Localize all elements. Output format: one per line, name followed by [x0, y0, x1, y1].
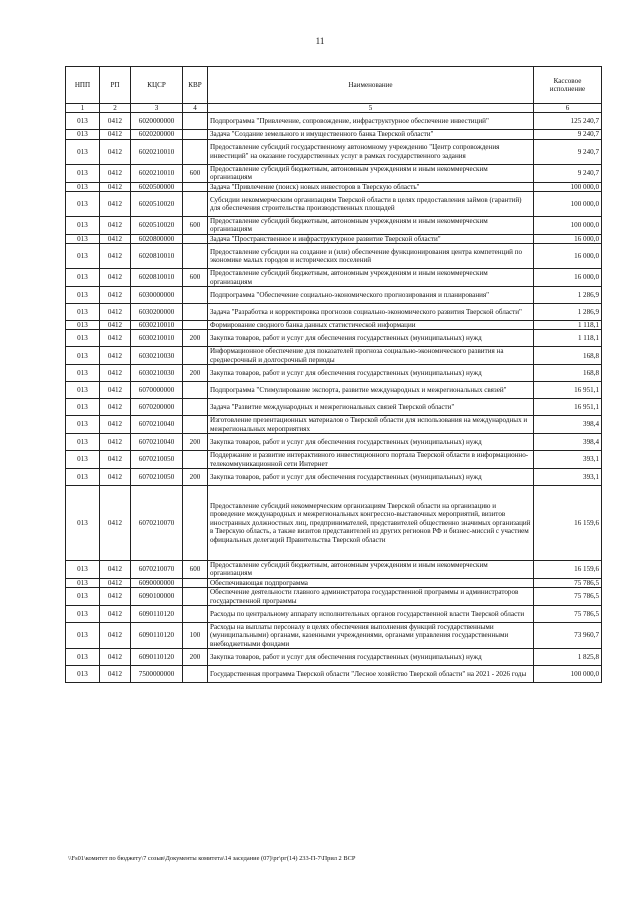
cell-rp: 0412 — [100, 321, 131, 330]
cell-amount: 100 000,0 — [534, 192, 602, 217]
cell-kcsr: 6070210070 — [131, 560, 183, 578]
cell-kvr — [183, 347, 208, 365]
column-index-row — [66, 104, 602, 113]
cell-kcsr: 6020510020 — [131, 192, 183, 217]
table-row — [66, 588, 602, 606]
cell-gp: 013 — [66, 434, 100, 451]
column-index: 3 — [131, 104, 183, 113]
cell-gp: 013 — [66, 416, 100, 434]
cell-amount: 125 240,7 — [534, 113, 602, 130]
cell-rp: 0412 — [100, 578, 131, 587]
cell-name: Задача "Пространственное и инфраструктурное развитие Тверской области" — [208, 234, 534, 243]
cell-amount: 9 240,7 — [534, 139, 602, 164]
cell-rp: 0412 — [100, 416, 131, 434]
cell-name: Подпрограмма "Стимулирование экспорта, развитие международных и межрегиональных связей" — [208, 382, 534, 399]
cell-name: Предоставление субсидии на создание и (или) обеспечение функционирования центра компетенций по экономике малых городов и исторических поселений — [208, 244, 534, 269]
cell-kcsr: 6070210040 — [131, 434, 183, 451]
cell-gp: 013 — [66, 451, 100, 469]
cell-name: Задача "Привлечение (поиск) новых инвесторов в Тверскую область" — [208, 182, 534, 191]
cell-kcsr: 6070200000 — [131, 399, 183, 416]
cell-kvr — [183, 382, 208, 399]
cell-kvr — [183, 130, 208, 139]
cell-gp: 013 — [66, 649, 100, 666]
cell-kcsr: 6030210010 — [131, 330, 183, 347]
cell-name: Закупка товаров, работ и услуг для обеспечения государственных (муниципальных) нужд — [208, 365, 534, 382]
cell-name: Предоставление субсидий некоммерческим организациям Тверской области на организацию и проведение международных и межрегиональных конгрессно-выставочных мероприятий, визитов иностранных должностных лиц, предпринимателей, представителей общественно значимых организаций в Тверскую область, а также визитов представителей из других регионов РФ и бизнес-миссий с участием официальных делегаций Правительства Тверской области — [208, 485, 534, 560]
cell-kcsr: 6030210030 — [131, 365, 183, 382]
cell-name: Изготовление презентационных материалов о Тверской области для использования на международных и межрегиональных мероприятиях — [208, 416, 534, 434]
cell-name: Предоставление субсидий бюджетным, автономным учреждениям и иным некоммерческим организациям — [208, 164, 534, 182]
cell-amount: 16 000,0 — [534, 244, 602, 269]
cell-amount: 393,1 — [534, 468, 602, 485]
cell-rp: 0412 — [100, 399, 131, 416]
column-index: 2 — [100, 104, 131, 113]
table-row — [66, 269, 602, 287]
cell-kcsr: 6070210040 — [131, 416, 183, 434]
cell-rp: 0412 — [100, 485, 131, 560]
cell-kcsr: 6030200000 — [131, 304, 183, 321]
cell-kcsr: 6020810010 — [131, 269, 183, 287]
table-row — [66, 244, 602, 269]
cell-rp: 0412 — [100, 330, 131, 347]
cell-rp: 0412 — [100, 622, 131, 648]
table-row — [66, 605, 602, 622]
cell-gp: 013 — [66, 217, 100, 235]
cell-amount: 73 960,7 — [534, 622, 602, 648]
table-row — [66, 330, 602, 347]
cell-kcsr: 6020810010 — [131, 244, 183, 269]
cell-rp: 0412 — [100, 365, 131, 382]
cell-kvr: 200 — [183, 468, 208, 485]
table-row — [66, 485, 602, 560]
cell-gp: 013 — [66, 182, 100, 191]
cell-kvr — [183, 588, 208, 606]
cell-amount: 75 786,5 — [534, 578, 602, 587]
cell-gp: 013 — [66, 139, 100, 164]
budget-execution-table — [65, 66, 602, 683]
cell-kvr — [183, 139, 208, 164]
cell-kvr — [183, 321, 208, 330]
cell-kvr: 600 — [183, 217, 208, 235]
cell-kvr — [183, 605, 208, 622]
cell-kvr: 200 — [183, 434, 208, 451]
cell-kvr — [183, 192, 208, 217]
table-row — [66, 321, 602, 330]
cell-kcsr: 6090110120 — [131, 649, 183, 666]
cell-name: Закупка товаров, работ и услуг для обеспечения государственных (муниципальных) нужд — [208, 468, 534, 485]
cell-amount: 168,8 — [534, 365, 602, 382]
cell-amount: 100 000,0 — [534, 666, 602, 683]
cell-gp: 013 — [66, 130, 100, 139]
cell-rp: 0412 — [100, 434, 131, 451]
cell-rp: 0412 — [100, 217, 131, 235]
cell-amount: 1 118,1 — [534, 330, 602, 347]
cell-gp: 013 — [66, 365, 100, 382]
cell-rp: 0412 — [100, 468, 131, 485]
cell-name: Предоставление субсидий бюджетным, автономным учреждениям и иным некоммерческим организациям — [208, 269, 534, 287]
cell-gp: 013 — [66, 234, 100, 243]
cell-amount: 16 000,0 — [534, 269, 602, 287]
cell-kcsr: 6020210010 — [131, 164, 183, 182]
cell-kcsr: 6020210010 — [131, 139, 183, 164]
cell-gp: 013 — [66, 269, 100, 287]
cell-rp: 0412 — [100, 605, 131, 622]
cell-gp: 013 — [66, 347, 100, 365]
table-row — [66, 130, 602, 139]
column-index: 5 — [208, 104, 534, 113]
cell-name: Подпрограмма "Привлечение, сопровождение, инфраструктурное обеспечение инвестиций" — [208, 113, 534, 130]
cell-kcsr: 6070210050 — [131, 451, 183, 469]
cell-gp: 013 — [66, 244, 100, 269]
cell-amount: 16 951,1 — [534, 382, 602, 399]
cell-gp: 013 — [66, 164, 100, 182]
table-body — [66, 113, 602, 683]
cell-amount: 9 240,7 — [534, 130, 602, 139]
cell-name: Обеспечивающая подпрограмма — [208, 578, 534, 587]
cell-gp: 013 — [66, 468, 100, 485]
cell-name: Обеспечение деятельности главного администратора государственной программы и администраторов государственной программы — [208, 588, 534, 606]
table-row — [66, 468, 602, 485]
cell-rp: 0412 — [100, 182, 131, 191]
table-row — [66, 399, 602, 416]
cell-kcsr: 6090100000 — [131, 588, 183, 606]
cell-gp: 013 — [66, 605, 100, 622]
table-row — [66, 578, 602, 587]
table-row — [66, 182, 602, 191]
cell-kvr: 600 — [183, 560, 208, 578]
cell-rp: 0412 — [100, 287, 131, 304]
table-row — [66, 217, 602, 235]
table-row — [66, 416, 602, 434]
cell-rp: 0412 — [100, 113, 131, 130]
cell-name: Государственная программа Тверской области "Лесное хозяйство Тверской области" на 2021 - 2026 годы — [208, 666, 534, 683]
cell-gp: 013 — [66, 485, 100, 560]
cell-gp: 013 — [66, 560, 100, 578]
cell-kcsr: 6020000000 — [131, 113, 183, 130]
cell-kcsr: 6020510020 — [131, 217, 183, 235]
cell-rp: 0412 — [100, 192, 131, 217]
cell-gp: 013 — [66, 622, 100, 648]
cell-rp: 0412 — [100, 304, 131, 321]
table-header-row — [66, 67, 602, 104]
cell-kcsr: 6020800000 — [131, 234, 183, 243]
cell-kcsr: 6090110120 — [131, 605, 183, 622]
cell-name: Расходы по центральному аппарату исполнительных органов государственной власти Тверской области — [208, 605, 534, 622]
cell-amount: 1 825,8 — [534, 649, 602, 666]
table-row — [66, 622, 602, 648]
cell-amount: 16 159,6 — [534, 560, 602, 578]
cell-rp: 0412 — [100, 649, 131, 666]
cell-amount: 100 000,0 — [534, 217, 602, 235]
cell-rp: 0412 — [100, 234, 131, 243]
cell-gp: 013 — [66, 304, 100, 321]
column-index: 6 — [534, 104, 602, 113]
cell-kvr — [183, 399, 208, 416]
cell-kvr — [183, 287, 208, 304]
cell-name: Предоставление субсидий государственному автономному учреждению "Центр сопровождения инвестиций" на оказание государственных услуг в рамках государственного задания — [208, 139, 534, 164]
cell-gp: 013 — [66, 113, 100, 130]
table-row — [66, 434, 602, 451]
cell-name: Подпрограмма "Обеспечение социально-экономического прогнозирования и планирования" — [208, 287, 534, 304]
cell-rp: 0412 — [100, 666, 131, 683]
cell-kcsr: 6070210050 — [131, 468, 183, 485]
cell-amount: 16 000,0 — [534, 234, 602, 243]
cell-amount: 1 286,9 — [534, 304, 602, 321]
cell-kcsr: 6070000000 — [131, 382, 183, 399]
cell-name: Закупка товаров, работ и услуг для обеспечения государственных (муниципальных) нужд — [208, 434, 534, 451]
cell-kvr: 200 — [183, 649, 208, 666]
page-number: 11 — [315, 36, 325, 46]
header-name: Наименование — [208, 67, 534, 104]
cell-kvr: 600 — [183, 164, 208, 182]
cell-kvr — [183, 416, 208, 434]
cell-kvr — [183, 578, 208, 587]
cell-gp: 013 — [66, 287, 100, 304]
table-row — [66, 649, 602, 666]
cell-gp: 013 — [66, 588, 100, 606]
header-kcsr: КЦСР — [131, 67, 183, 104]
table-row — [66, 164, 602, 182]
cell-kvr: 100 — [183, 622, 208, 648]
header-gp: НПП — [66, 67, 100, 104]
cell-gp: 013 — [66, 666, 100, 683]
cell-name: Расходы на выплаты персоналу в целях обеспечения выполнения функций государственными (муниципальными) органами, казенными учреждениями, органами управления государственными внебюджетными фондами — [208, 622, 534, 648]
cell-gp: 013 — [66, 192, 100, 217]
cell-name: Поддержание и развитие интерактивного инвестиционного портала Тверской области в информационно-телекоммуникационной сети Интернет — [208, 451, 534, 469]
cell-rp: 0412 — [100, 560, 131, 578]
cell-kvr: 200 — [183, 365, 208, 382]
column-index: 4 — [183, 104, 208, 113]
cell-amount: 16 951,1 — [534, 399, 602, 416]
cell-gp: 013 — [66, 382, 100, 399]
cell-name: Предоставление субсидий бюджетным, автономным учреждениям и иным некоммерческим организациям — [208, 217, 534, 235]
cell-amount: 398,4 — [534, 416, 602, 434]
cell-amount: 1 286,9 — [534, 287, 602, 304]
cell-gp: 013 — [66, 399, 100, 416]
table-row — [66, 304, 602, 321]
cell-name: Закупка товаров, работ и услуг для обеспечения государственных (муниципальных) нужд — [208, 649, 534, 666]
table-row — [66, 113, 602, 130]
cell-amount: 168,8 — [534, 347, 602, 365]
cell-rp: 0412 — [100, 130, 131, 139]
table-row — [66, 365, 602, 382]
cell-kvr: 600 — [183, 269, 208, 287]
cell-gp: 013 — [66, 330, 100, 347]
table-row — [66, 234, 602, 243]
file-path-footer: \\Fs01\комитет по бюджету\7 созыв\Документы комитета\14 заседание (07)\рг\рг(14) 233-П-7\Прил 2 ВСР — [68, 855, 356, 862]
table-row — [66, 192, 602, 217]
cell-gp: 013 — [66, 321, 100, 330]
cell-amount: 1 118,1 — [534, 321, 602, 330]
cell-kcsr: 6020500000 — [131, 182, 183, 191]
cell-kvr — [183, 304, 208, 321]
cell-rp: 0412 — [100, 382, 131, 399]
cell-amount: 75 786,5 — [534, 605, 602, 622]
column-index: 1 — [66, 104, 100, 113]
table-row — [66, 287, 602, 304]
cell-name: Задача "Развитие международных и межрегиональных связей Тверской области" — [208, 399, 534, 416]
header-kvr: КВР — [183, 67, 208, 104]
cell-kvr — [183, 182, 208, 191]
table-row — [66, 382, 602, 399]
cell-kvr — [183, 666, 208, 683]
cell-rp: 0412 — [100, 139, 131, 164]
cell-amount: 75 786,5 — [534, 588, 602, 606]
cell-kvr — [183, 485, 208, 560]
table-row — [66, 139, 602, 164]
cell-amount: 9 240,7 — [534, 164, 602, 182]
table-row — [66, 560, 602, 578]
cell-name: Закупка товаров, работ и услуг для обеспечения государственных (муниципальных) нужд — [208, 330, 534, 347]
cell-amount: 16 159,6 — [534, 485, 602, 560]
cell-kcsr: 6030210030 — [131, 347, 183, 365]
table-row — [66, 666, 602, 683]
cell-rp: 0412 — [100, 588, 131, 606]
cell-amount: 398,4 — [534, 434, 602, 451]
cell-kvr — [183, 234, 208, 243]
cell-name: Задача "Разработка и корректировка прогнозов социально-экономического развития Тверской области" — [208, 304, 534, 321]
cell-kcsr: 6090000000 — [131, 578, 183, 587]
cell-kvr — [183, 113, 208, 130]
cell-name: Предоставление субсидий бюджетным, автономным учреждениям и иным некоммерческим организациям — [208, 560, 534, 578]
table-row — [66, 347, 602, 365]
header-amount: Кассовое исполнение — [534, 67, 602, 104]
header-rp: РП — [100, 67, 131, 104]
cell-kvr — [183, 244, 208, 269]
table-row — [66, 451, 602, 469]
cell-kcsr: 6020200000 — [131, 130, 183, 139]
cell-name: Задача "Создание земельного и имущественного банка Тверской области" — [208, 130, 534, 139]
cell-amount: 393,1 — [534, 451, 602, 469]
cell-amount: 100 000,0 — [534, 182, 602, 191]
cell-rp: 0412 — [100, 347, 131, 365]
cell-kcsr: 6030000000 — [131, 287, 183, 304]
cell-gp: 013 — [66, 578, 100, 587]
cell-name: Информационное обеспечение для показателей прогноза социально-экономического развития на среднесрочный и долгосрочный периоды — [208, 347, 534, 365]
cell-kvr — [183, 451, 208, 469]
cell-kvr: 200 — [183, 330, 208, 347]
cell-kcsr: 6030210010 — [131, 321, 183, 330]
cell-rp: 0412 — [100, 269, 131, 287]
cell-rp: 0412 — [100, 164, 131, 182]
cell-name: Субсидии некоммерческим организациям Тверской области в целях предоставления займов (гарантий) для обеспечения строительства производственных площадей — [208, 192, 534, 217]
cell-name: Формирование сводного банка данных статистической информации — [208, 321, 534, 330]
cell-kcsr: 7500000000 — [131, 666, 183, 683]
cell-rp: 0412 — [100, 451, 131, 469]
cell-rp: 0412 — [100, 244, 131, 269]
cell-kcsr: 6070210070 — [131, 485, 183, 560]
cell-kcsr: 6090110120 — [131, 622, 183, 648]
